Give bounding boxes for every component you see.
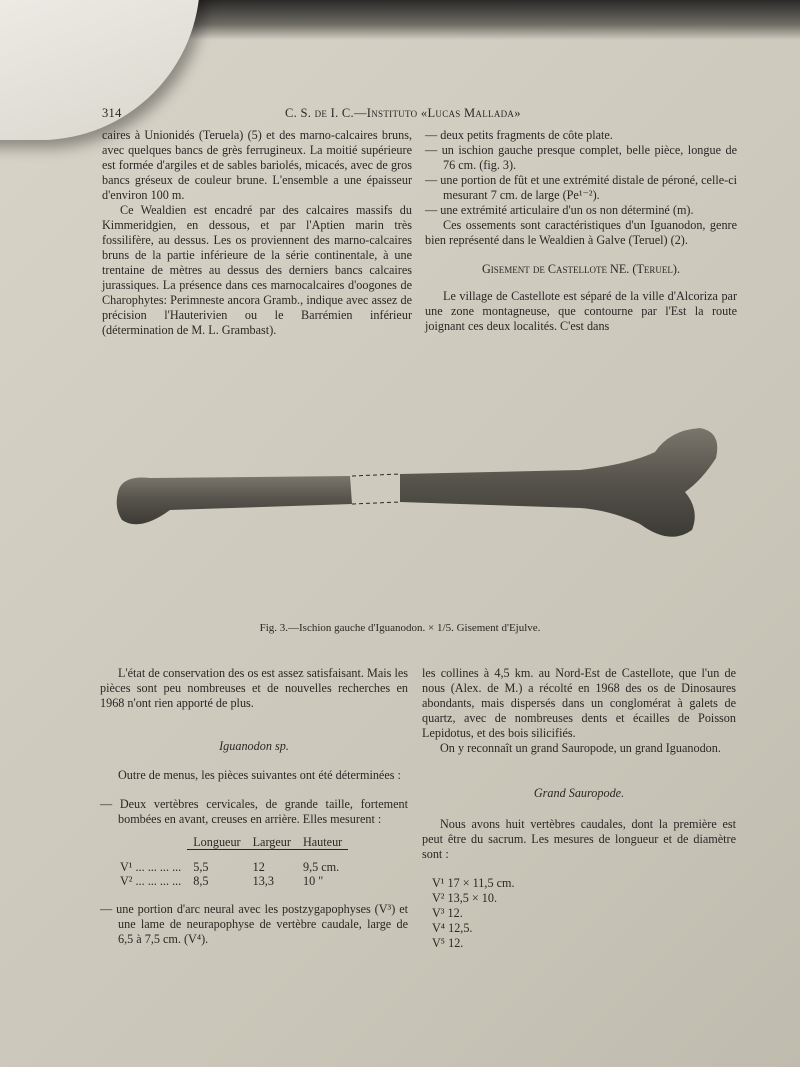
section-heading: Grand Sauropode. xyxy=(533,786,625,800)
col1-top xyxy=(102,128,412,338)
page-number: 314 xyxy=(102,106,122,120)
table-row xyxy=(114,860,348,874)
list-item: V¹ 17 × 11,5 cm. xyxy=(432,876,515,890)
bone-right-part xyxy=(400,428,717,537)
list-item: — une extrémité articulaire d'un os non déterminé (m). xyxy=(425,203,694,217)
paragraph: Nous avons huit vertèbres caudales, dont la première est peut être du sacrum. Les mesures de longueur et de diamètre sont : xyxy=(422,817,736,861)
page-curl xyxy=(0,0,200,140)
list-item: V² 13,5 × 10. xyxy=(432,891,498,905)
list-item: — un ischion gauche presque complet, belle pièce, longue de 76 cm. (fig. 3). xyxy=(425,143,737,172)
paragraph: les collines à 4,5 km. au Nord-Est de Castellote, que l'un de nous (Alex. de M.) a récolté en 1968 des os de Dinosaures abondants, mais dispersés dans un conglomérat à galets de quartz, avec de nombreuses dents et écailles de Poisson Lepidotus, et des bois silicifiés. xyxy=(422,666,736,740)
list-item: — une portion de fût et une extrémité distale de péroné, celle-ci mesurant 7 cm. de large (Pe¹⁻²). xyxy=(425,173,737,202)
paragraph: Outre de menus, les pièces suivantes ont été déterminées : xyxy=(118,768,401,782)
table-cell: 5,5 xyxy=(193,859,209,874)
paragraph: L'état de conservation des os est assez satisfaisant. Mais les pièces sont peu nombreuses et de nouvelles recherches en 1968 n'ont rien apporté de plus. xyxy=(100,666,408,710)
running-title: C. S. de I. C.—Instituto «Lucas Mallada» xyxy=(285,106,521,120)
bone-gap-outline xyxy=(352,474,400,504)
table-header: Hauteur xyxy=(297,835,348,850)
table-row xyxy=(114,874,348,888)
table-header: Longueur xyxy=(187,835,246,850)
section-heading: Gisement de Castellote NE. (Teruel). xyxy=(482,262,680,276)
col2-top xyxy=(425,128,737,334)
list-item: V³ 12. xyxy=(432,906,463,920)
table-cell: V² ... ... ... ... xyxy=(120,873,182,888)
col1-bottom xyxy=(100,666,408,947)
paragraph: Ces ossements sont caractéristiques d'un Iguanodon, genre bien représenté dans le Wealdien à Galve (Teruel) (2). xyxy=(425,218,737,247)
col2-bottom xyxy=(422,666,736,951)
list-item: — une portion d'arc neural avec les postzygapophyses (V³) et une lame de neurapophyse de vertèbre caudale, large de 6,5 à 7,5 cm. (V⁴). xyxy=(100,901,408,946)
table-cell: 13,3 xyxy=(252,873,274,888)
list-item: V⁴ 12,5. xyxy=(432,921,473,935)
list-item: — Deux vertèbres cervicales, de grande taille, fortement bombées en avant, creuses en arrière. Elles mesurent : xyxy=(100,797,408,826)
paragraph: caires à Unionidés (Teruela) (5) et des marno-calcaires bruns, avec quelques bancs de grès ferrugineux. La moitié supérieure est formée d'argiles et de sables bariolés, micacés, avec de gros bancs gréseux de couleur brune. L'ensemble a une épaisseur d'environ 100 m. xyxy=(102,128,412,202)
paragraph: On y reconnaît un grand Sauropode, un grand Iguanodon. xyxy=(440,741,721,755)
list-item: V⁵ 12. xyxy=(432,936,464,950)
table-cell: 10 " xyxy=(302,873,324,888)
bone-left-part xyxy=(117,476,352,524)
table-cell: 8,5 xyxy=(193,873,209,888)
section-heading: Iguanodon sp. xyxy=(219,739,289,753)
figure-caption: Fig. 3.—Ischion gauche d'Iguanodon. × 1/5. Gisement d'Ejulve. xyxy=(259,622,541,634)
table-header-row xyxy=(114,835,348,850)
measurement-table xyxy=(114,835,348,888)
ischion-figure xyxy=(110,420,730,560)
table-header: Largeur xyxy=(247,835,297,850)
vertebrae-list xyxy=(422,876,736,951)
list-item: — deux petits fragments de côte plate. xyxy=(425,128,613,142)
paragraph: Le village de Castellote est séparé de la ville d'Alcoriza par une zone montagneuse, que contourne par l'Est la route joignant ces deux localités. C'est dans xyxy=(425,289,737,333)
table-cell: 12 xyxy=(252,859,265,874)
paragraph: Ce Wealdien est encadré par des calcaires massifs du Kimmeridgien, en dessous, et par l'Aptien marin très fossilifère, au dessus. Les os proviennent des marno-calcaires bruns de la partie inférieure de la série continentale, à une trentaine de mètres au dessus des derniers bancs calcaires jurassiques. La présence dans ces marnocalcaires d'oogones de Charophytes: Perimneste ancora Gramb., indique avec assez de précision l'Hauterivien ou le Barrémien inférieur (détermination de M. L. Grambast). xyxy=(102,203,412,337)
table-cell: 9,5 cm. xyxy=(302,859,340,874)
table-cell: V¹ ... ... ... ... xyxy=(120,859,182,874)
